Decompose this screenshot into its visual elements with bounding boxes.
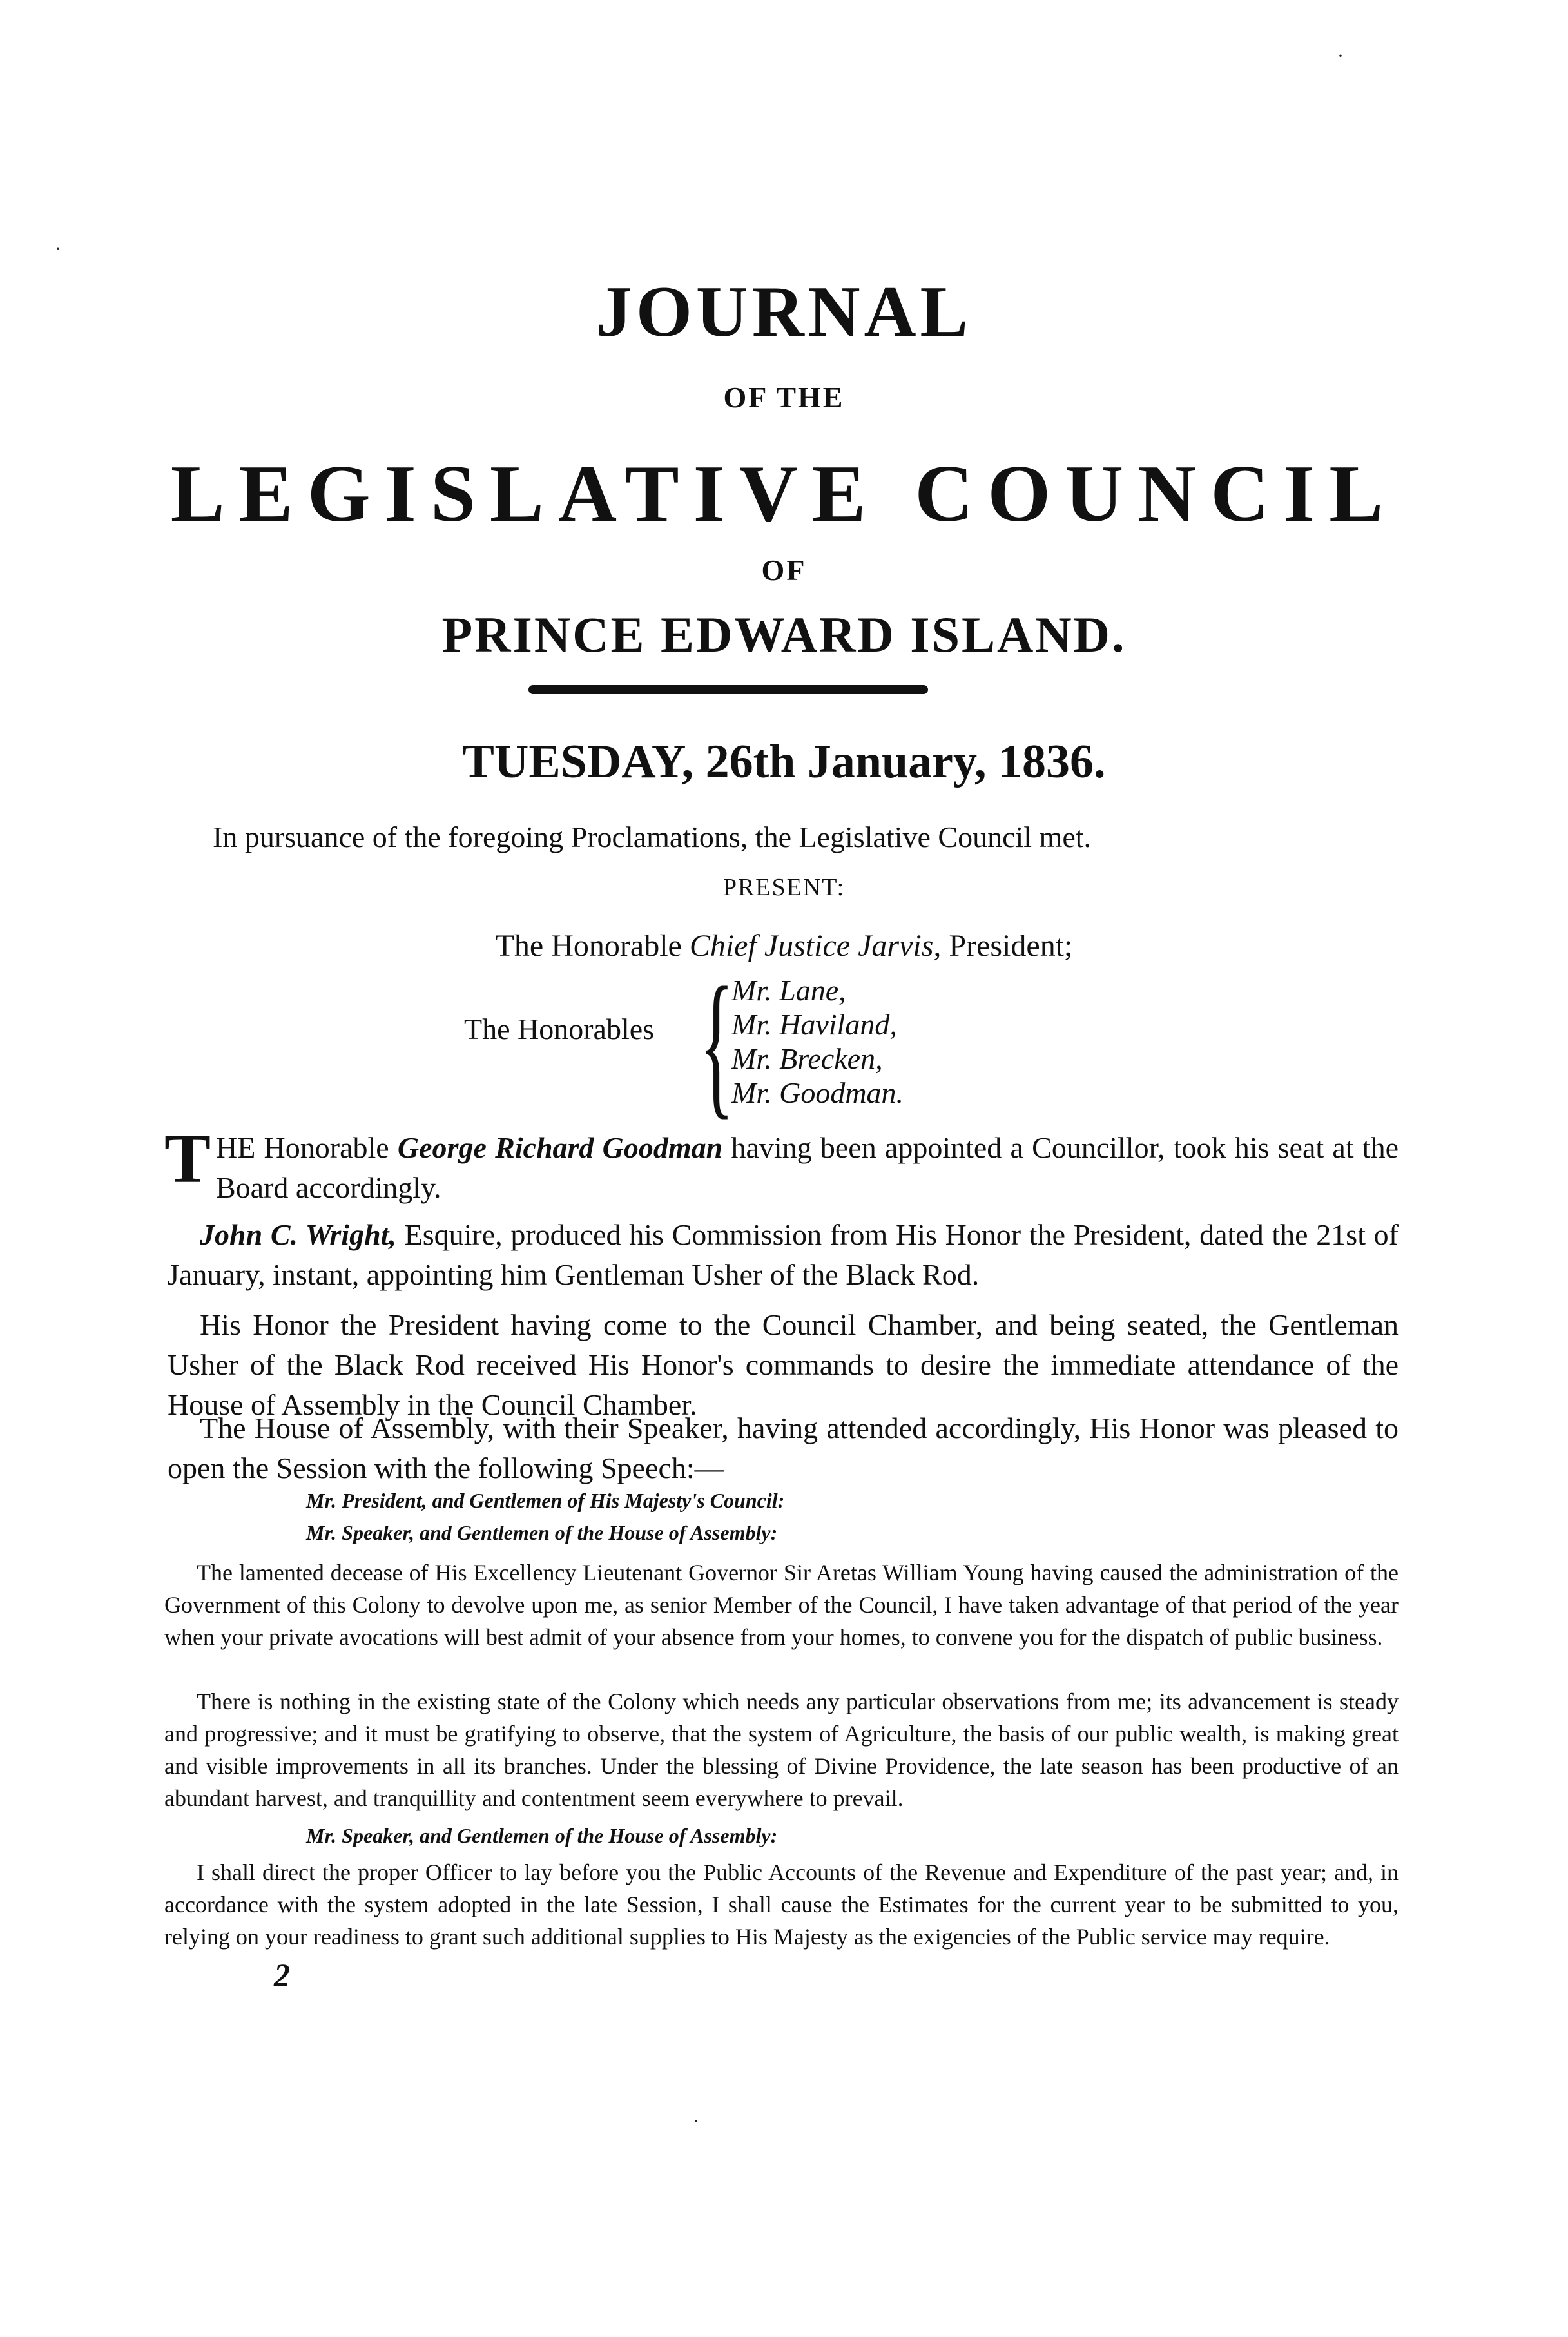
session-day: TUESDAY, [462,735,694,788]
speech-paragraph: There is nothing in the existing state of the Colony which needs any particular observations from me; its advancement is steady and progressive; and it must be gratifying to observe, that the system of Agriculture, the basis of our public wealth, is making great and visible improvements in all its branches. Under the blessing of Divine Providence, the late season has been productive of an abundant harvest, and tranquillity and contentment seem everywhere to prevail. [164,1689,1399,1811]
session-date-rest: 26th January, 1836. [705,735,1106,788]
speech-address-council: Mr. President, and Gentlemen of His Majesty's Council: [306,1489,785,1512]
island-heading: PRINCE EDWARD ISLAND. [441,606,1127,663]
session-date [0,735,1568,790]
council-heading: LEGISLATIVE COUNCIL [170,449,1398,539]
speech-paragraph: I shall direct the proper Officer to lay before you the Public Accounts of the Revenue and Expenditure of the past year; and, in accordance with the system adopted in the late Session, I shall cause the Estimates for the current year to be submitted to you, relying on your readiness to grant such additional supplies to His Majesty as the exigencies of the Public service may require. [164,1859,1399,1950]
members-list [731,973,904,1110]
page-speck: · [55,238,61,260]
member-name: Mr. Lane, [731,974,846,1007]
paragraph-assembly: The House of Assembly, with their Speaker, having attended accordingly, His Honor was pleased to open the Session with the following Speech:— [168,1411,1399,1484]
page-speck: · [693,2111,699,2132]
present-label: PRESENT: [722,874,846,901]
p1-name: George Richard Goodman [397,1131,723,1164]
title-rule [528,685,928,694]
p1-text-a: HE Honorable [216,1131,389,1164]
members-brace: { [699,955,734,1133]
president-line [0,928,1568,964]
p1-text-b: having been appointed a Councillor, took his seat at the Board accordingly. [216,1131,1399,1204]
of-the-subheading: OF THE [723,381,845,414]
journal-heading: JOURNAL [595,272,973,352]
president-suffix: President; [949,929,1073,963]
paragraph-goodman [216,1128,1399,1208]
page-speck: · [1337,45,1344,66]
paragraph-wright [168,1215,1399,1295]
speech-paragraph: The lamented decease of His Excellency Lieutenant Governor Sir Aretas William Young having caused the administration of the Government of this Colony to devolve upon me, as senior Member of the Council, I have taken advantage of that period of the year when your private avocations will best admit of your absence from your homes, to convene you for the dispatch of public business. [164,1560,1399,1650]
paragraph-black-rod: His Honor the President having come to the Council Chamber, and being seated, the Gentleman Usher of the Black Rod received His Honor's commands to desire the immediate attendance of the House of Assembly in the Council Chamber. [168,1308,1399,1421]
of-subheading: OF [761,554,807,587]
member-name: Mr. Haviland, [731,1008,897,1041]
speech-address-assembly: Mr. Speaker, and Gentlemen of the House of Assembly: [306,1521,778,1544]
president-name: Chief Justice Jarvis, [689,929,942,963]
honorables-label: The Honorables [464,1013,655,1045]
member-name: Mr. Goodman. [731,1076,904,1109]
drop-cap: T [164,1121,211,1198]
p2-name: John C. Wright, [200,1218,396,1251]
speech-address-assembly-2: Mr. Speaker, and Gentlemen of the House of Assembly: [306,1824,778,1847]
president-prefix: The Honorable [495,929,682,963]
intro-line: In pursuance of the foregoing Proclamations, the Legislative Council met. [213,820,1092,853]
member-name: Mr. Brecken, [731,1042,883,1075]
p2-text: Esquire, produced his Commission from His Honor the President, dated the 21st of January, instant, appointing him Gentleman Usher of the Black Rod. [168,1218,1399,1291]
signature-mark: 2 [274,1957,290,1993]
